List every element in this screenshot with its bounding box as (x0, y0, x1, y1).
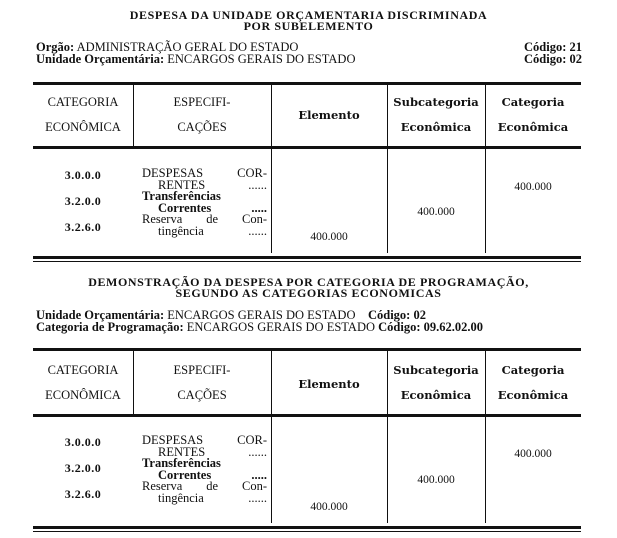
code-row: 3.2.0.0 (64, 461, 102, 475)
spec-line: RENTES ...... (158, 444, 267, 459)
header2-col4-line2: Econômica (400, 388, 472, 402)
categoria-programacao-code: Código: 09.62.02.00 (378, 320, 484, 334)
spec-line: Reserva de Con- (142, 212, 267, 226)
header2-col2-line2: CAÇÕES (177, 388, 227, 402)
subcategoria-value: 400.000 (417, 474, 455, 486)
unidade-label: Unidade Orçamentária: (36, 52, 165, 66)
section1-meta (36, 41, 582, 65)
header-categoria (485, 90, 581, 140)
header2-col5-line1: Categoria (501, 363, 565, 377)
table2-header-rule (33, 414, 581, 417)
section2-title-line1: DEMONSTRAÇÃO DA DESPESA POR CATEGORIA DE PROGRAMAÇÃO, (88, 275, 529, 289)
section2-title-line2: SEGUNDO AS CATEGORIAS ECONOMICAS (175, 286, 442, 300)
header-col4-line2: Econômica (400, 120, 472, 134)
orgao-code: Código: 21 (524, 40, 582, 54)
categoria-programacao-row (36, 321, 582, 333)
table1 (33, 85, 581, 253)
header-col2-line1: ESPECIFI- (173, 95, 231, 109)
categoria-programacao-value: ENCARGOS GERAIS DO ESTADO (186, 320, 376, 334)
table1-bottom-rule (33, 256, 581, 259)
spec-line: DESPESAS COR- (142, 166, 267, 180)
unidade-row (36, 53, 582, 65)
spec-line: Correntes ..... (158, 200, 267, 215)
unidade-code: Código: 02 (524, 52, 582, 66)
table2 (33, 351, 581, 523)
categoria-value: 400.000 (514, 448, 552, 460)
spec-line: Transferências (142, 456, 221, 470)
spec-line: tingência ...... (158, 223, 267, 238)
header-categoria-economica (33, 90, 133, 140)
subcategoria-value: 400.000 (417, 206, 455, 218)
header2-col3: Elemento (298, 377, 360, 391)
table1-spec (142, 168, 267, 237)
unidade-value: ENCARGOS GERAIS DO ESTADO (167, 52, 356, 66)
code-row: 3.0.0.0 (64, 168, 102, 182)
header-col2-line2: CAÇÕES (177, 120, 227, 134)
spec-line: tingência ...... (158, 490, 267, 505)
table1-header-rule (33, 146, 581, 149)
header2-categoria (485, 358, 581, 408)
section2-meta (36, 309, 582, 333)
code-row: 3.2.0.0 (64, 194, 102, 208)
categoria-programacao-label: Categoria de Programação: (36, 320, 184, 334)
unidade2-value: ENCARGOS GERAIS DO ESTADO (167, 308, 356, 322)
spec-line: Reserva de Con- (142, 479, 267, 493)
unidade2-label: Unidade Orçamentária: (36, 308, 165, 322)
section1-title-line2: POR SUBELEMENTO (243, 19, 374, 33)
orgao-value: ADMINISTRAÇÃO GERAL DO ESTADO (76, 40, 299, 54)
header-subcategoria (387, 90, 485, 140)
header2-col1-line1: CATEGORIA (47, 363, 119, 377)
spec-line: Transferências (142, 189, 221, 203)
table1-bottom-rule-thin (33, 261, 581, 262)
table2-codes (33, 435, 133, 510)
code-row: 3.2.6.0 (64, 487, 102, 501)
code-row: 3.0.0.0 (64, 435, 102, 449)
header2-col4-line1: Subcategoria (393, 363, 479, 377)
table2-spec (142, 435, 267, 504)
code-row: 3.2.6.0 (64, 220, 102, 234)
unidade2-code: Código: 02 (367, 308, 426, 322)
elemento-value: 400.000 (310, 231, 348, 243)
header2-subcategoria (387, 358, 485, 408)
header-col4-line1: Subcategoria (393, 95, 479, 109)
header2-categoria-economica (33, 358, 133, 408)
header-col1-line1: CATEGORIA (47, 95, 119, 109)
table2-bottom-rule-thin (33, 531, 581, 532)
header2-col1-line2: ECONÔMICA (45, 388, 121, 402)
table1-codes (33, 168, 133, 243)
header2-especificacoes (133, 358, 271, 408)
header2-elemento (271, 372, 387, 397)
header-elemento (271, 103, 387, 128)
categoria-value: 400.000 (514, 181, 552, 193)
header-especificacoes (133, 90, 271, 140)
header2-col5-line2: Econômica (497, 388, 569, 402)
header-col5-line1: Categoria (501, 95, 565, 109)
spec-line: DESPESAS COR- (142, 433, 267, 447)
orgao-label: Orgão: (36, 40, 75, 54)
section1-title-line1: DESPESA DA UNIDADE ORÇAMENTARIA DISCRIMINADA (129, 8, 488, 22)
spec-line: RENTES ...... (158, 177, 267, 192)
header-col3: Elemento (298, 108, 360, 122)
header-col5-line2: Econômica (497, 120, 569, 134)
table2-bottom-rule (33, 526, 581, 529)
header2-col2-line1: ESPECIFI- (173, 363, 231, 377)
header-col1-line2: ECONÔMICA (45, 120, 121, 134)
spec-line: Correntes ..... (158, 467, 267, 482)
elemento-value: 400.000 (310, 501, 348, 513)
